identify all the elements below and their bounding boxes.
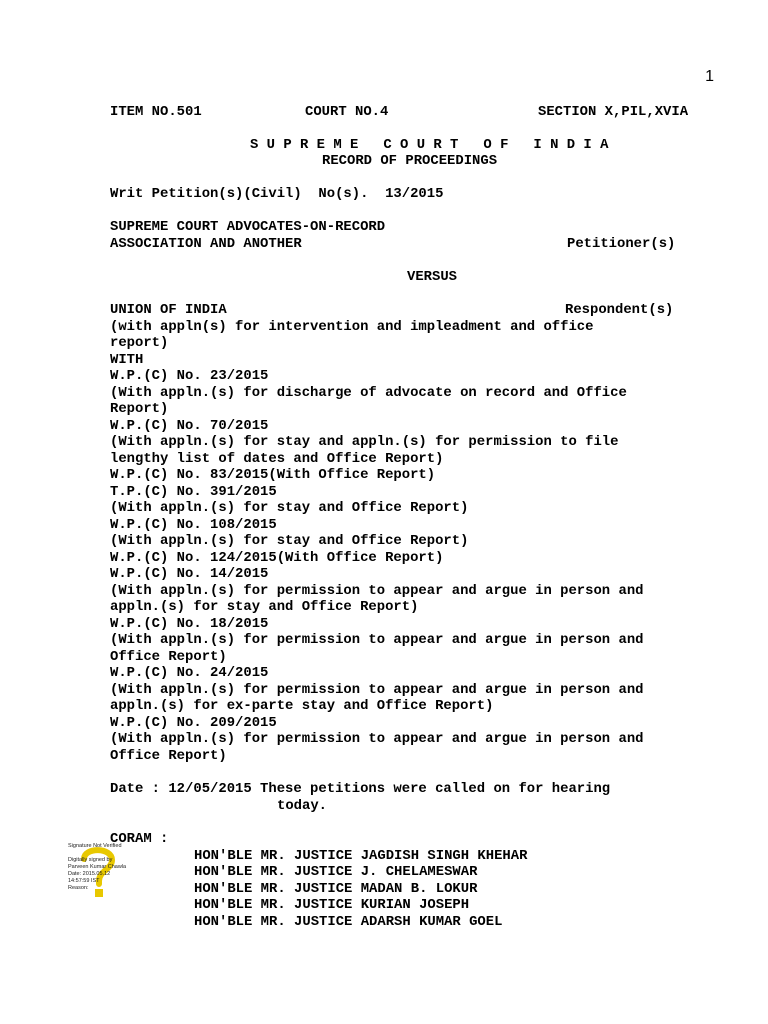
court-title: S U P R E M E C O U R T O F I N D I A <box>250 137 609 153</box>
body-line-18: W.P.(C) No. 18/2015 <box>110 616 269 632</box>
petitioner-label: Petitioner(s) <box>567 236 676 252</box>
body-line-10: T.P.(C) No. 391/2015 <box>110 484 277 500</box>
petitioner-line-2: ASSOCIATION AND ANOTHER <box>110 236 302 252</box>
signature-line-3: Date: 2015.05.12 <box>68 871 111 877</box>
signature-line-5: Reason: <box>68 885 89 891</box>
case-number: Writ Petition(s)(Civil) No(s). 13/2015 <box>110 186 444 202</box>
signature-status: Signature Not Verified <box>68 843 122 849</box>
body-line-24: W.P.(C) No. 209/2015 <box>110 715 277 731</box>
body-line-6: W.P.(C) No. 70/2015 <box>110 418 269 434</box>
body-line-15: W.P.(C) No. 14/2015 <box>110 566 269 582</box>
respondent-label: Respondent(s) <box>565 302 674 318</box>
header-section: SECTION X,PIL,XVIA <box>538 104 689 120</box>
signature-line-4: 14:57:59 IST <box>68 878 100 884</box>
body-line-19: (With appln.(s) for permission to appear and argue in person and <box>110 632 644 648</box>
body-line-4: (With appln.(s) for discharge of advocate on record and Office <box>110 385 627 401</box>
body-line-5: Report) <box>110 401 169 417</box>
body-line-1: report) <box>110 335 169 351</box>
body-line-2: WITH <box>110 352 144 368</box>
coram-label: CORAM : <box>110 831 169 847</box>
hearing-date-continued: today. <box>277 798 328 814</box>
body-line-26: Office Report) <box>110 748 227 764</box>
header-court: COURT NO.4 <box>305 104 389 120</box>
body-line-23: appln.(s) for ex-parte stay and Office Report) <box>110 698 494 714</box>
body-line-16: (With appln.(s) for permission to appear and argue in person and <box>110 583 644 599</box>
coram-judge-3: HON'BLE MR. JUSTICE MADAN B. LOKUR <box>194 881 478 897</box>
respondent-name: UNION OF INDIA <box>110 302 227 318</box>
body-line-22: (With appln.(s) for permission to appear and argue in person and <box>110 682 644 698</box>
body-line-20: Office Report) <box>110 649 227 665</box>
body-line-0: (with appln(s) for intervention and impleadment and office <box>110 319 594 335</box>
body-line-11: (With appln.(s) for stay and Office Report) <box>110 500 469 516</box>
body-line-25: (With appln.(s) for permission to appear and argue in person and <box>110 731 644 747</box>
body-line-3: W.P.(C) No. 23/2015 <box>110 368 269 384</box>
signature-line-2: Parveen Kumar Chawla <box>68 864 127 870</box>
body-line-9: W.P.(C) No. 83/2015(With Office Report) <box>110 467 436 483</box>
signature-line-1: Digitally signed by <box>68 857 113 863</box>
body-line-7: (With appln.(s) for stay and appln.(s) for permission to file <box>110 434 619 450</box>
versus-label: VERSUS <box>407 269 458 285</box>
header-item: ITEM NO.501 <box>110 104 202 120</box>
coram-judge-1: HON'BLE MR. JUSTICE JAGDISH SINGH KHEHAR <box>194 848 528 864</box>
body-line-12: W.P.(C) No. 108/2015 <box>110 517 277 533</box>
coram-judge-5: HON'BLE MR. JUSTICE ADARSH KUMAR GOEL <box>194 914 503 930</box>
body-line-21: W.P.(C) No. 24/2015 <box>110 665 269 681</box>
body-line-13: (With appln.(s) for stay and Office Report) <box>110 533 469 549</box>
coram-judge-2: HON'BLE MR. JUSTICE J. CHELAMESWAR <box>194 864 478 880</box>
body-line-17: appln.(s) for stay and Office Report) <box>110 599 419 615</box>
hearing-date-line: Date : 12/05/2015 These petitions were called on for hearing <box>110 781 611 797</box>
page-number: 1 <box>705 68 714 85</box>
body-line-14: W.P.(C) No. 124/2015(With Office Report) <box>110 550 444 566</box>
body-line-8: lengthy list of dates and Office Report) <box>110 451 444 467</box>
petitioner-line-1: SUPREME COURT ADVOCATES-ON-RECORD <box>110 219 386 235</box>
coram-judge-4: HON'BLE MR. JUSTICE KURIAN JOSEPH <box>194 897 470 913</box>
record-title: RECORD OF PROCEEDINGS <box>322 153 498 169</box>
